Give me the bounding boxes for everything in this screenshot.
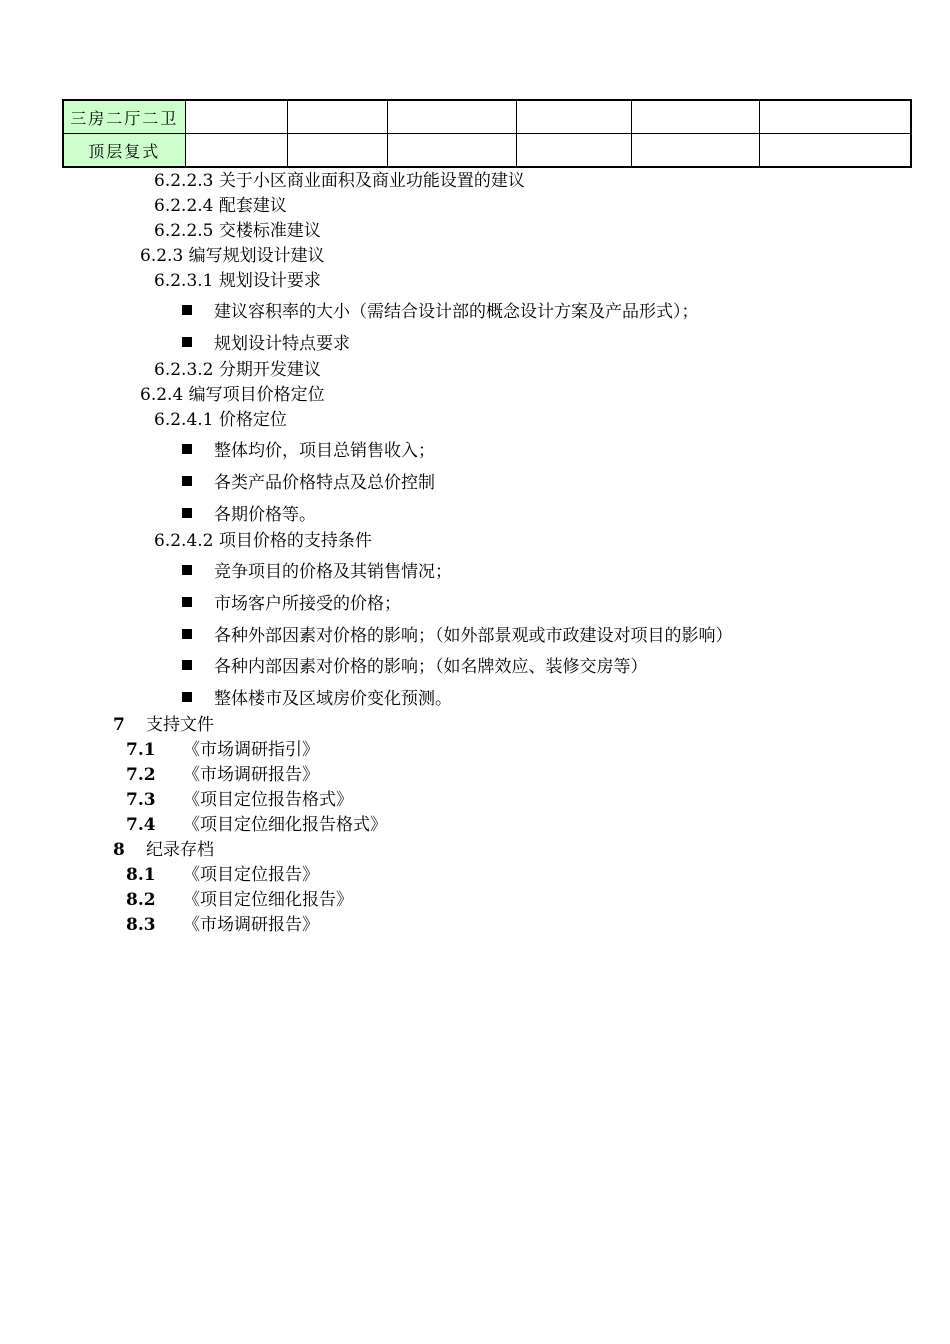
bullet-item: 建议容积率的大小（需结合设计部的概念设计方案及产品形式）； <box>182 301 699 323</box>
bullet-item: 规划设计特点要求 <box>182 333 350 355</box>
table-cell <box>387 100 516 134</box>
list-item: 7.1 《市场调研指引》 <box>126 740 319 760</box>
table-cell <box>387 134 516 168</box>
table-cell <box>516 100 631 134</box>
section-7-heading: 7 支持文件 <box>113 715 214 735</box>
table-cell <box>631 134 759 168</box>
square-bullet-icon <box>182 660 192 670</box>
list-item: 7.3 《项目定位报告格式》 <box>126 790 353 810</box>
section-heading-6-2-2-3: 6.2.2.3 关于小区商业面积及商业功能设置的建议 <box>154 171 525 191</box>
section-heading-6-2-4: 6.2.4 编写项目价格定位 <box>140 385 325 405</box>
table-cell <box>631 100 759 134</box>
table-cell <box>516 134 631 168</box>
list-item: 7.4 《项目定位细化报告格式》 <box>126 815 387 835</box>
table-cell <box>759 100 911 134</box>
table-row <box>63 134 911 168</box>
list-item: 7.2 《市场调研报告》 <box>126 765 319 785</box>
section-heading-6-2-4-2: 6.2.4.2 项目价格的支持条件 <box>154 531 372 551</box>
table-cell <box>287 100 387 134</box>
section-heading-6-2-2-4: 6.2.2.4 配套建议 <box>154 196 287 216</box>
bullet-item: 各种内部因素对价格的影响；（如名牌效应、装修交房等） <box>182 656 648 678</box>
list-item: 8.2 《项目定位细化报告》 <box>126 890 353 910</box>
unit-type-table <box>62 99 912 168</box>
bullet-item: 各类产品价格特点及总价控制 <box>182 472 435 494</box>
square-bullet-icon <box>182 597 192 607</box>
section-8-heading: 8 纪录存档 <box>113 840 214 860</box>
table-row <box>63 100 911 134</box>
list-item: 8.1 《项目定位报告》 <box>126 865 319 885</box>
bullet-item: 各期价格等。 <box>182 504 316 526</box>
table-cell <box>185 100 287 134</box>
square-bullet-icon <box>182 692 192 702</box>
bullet-item: 市场客户所接受的价格； <box>182 593 401 615</box>
square-bullet-icon <box>182 629 192 639</box>
row-label: 顶层复式 <box>63 134 185 168</box>
bullet-item: 整体楼市及区域房价变化预测。 <box>182 688 452 710</box>
square-bullet-icon <box>182 565 192 575</box>
table-cell <box>759 134 911 168</box>
section-heading-6-2-3-2: 6.2.3.2 分期开发建议 <box>154 360 321 380</box>
list-item: 8.3 《市场调研报告》 <box>126 915 319 935</box>
square-bullet-icon <box>182 337 192 347</box>
square-bullet-icon <box>182 508 192 518</box>
section-heading-6-2-3: 6.2.3 编写规划设计建议 <box>140 246 325 266</box>
row-label: 三房二厅二卫 <box>63 100 185 134</box>
section-heading-6-2-2-5: 6.2.2.5 交楼标准建议 <box>154 221 321 241</box>
bullet-item: 各种外部因素对价格的影响；（如外部景观或市政建设对项目的影响） <box>182 625 733 647</box>
square-bullet-icon <box>182 476 192 486</box>
square-bullet-icon <box>182 444 192 454</box>
section-heading-6-2-4-1: 6.2.4.1 价格定位 <box>154 410 287 430</box>
square-bullet-icon <box>182 305 192 315</box>
bullet-item: 竞争项目的价格及其销售情况； <box>182 561 452 583</box>
table-cell <box>287 134 387 168</box>
table-cell <box>185 134 287 168</box>
section-heading-6-2-3-1: 6.2.3.1 规划设计要求 <box>154 271 321 291</box>
bullet-item: 整体均价，项目总销售收入； <box>182 440 435 462</box>
